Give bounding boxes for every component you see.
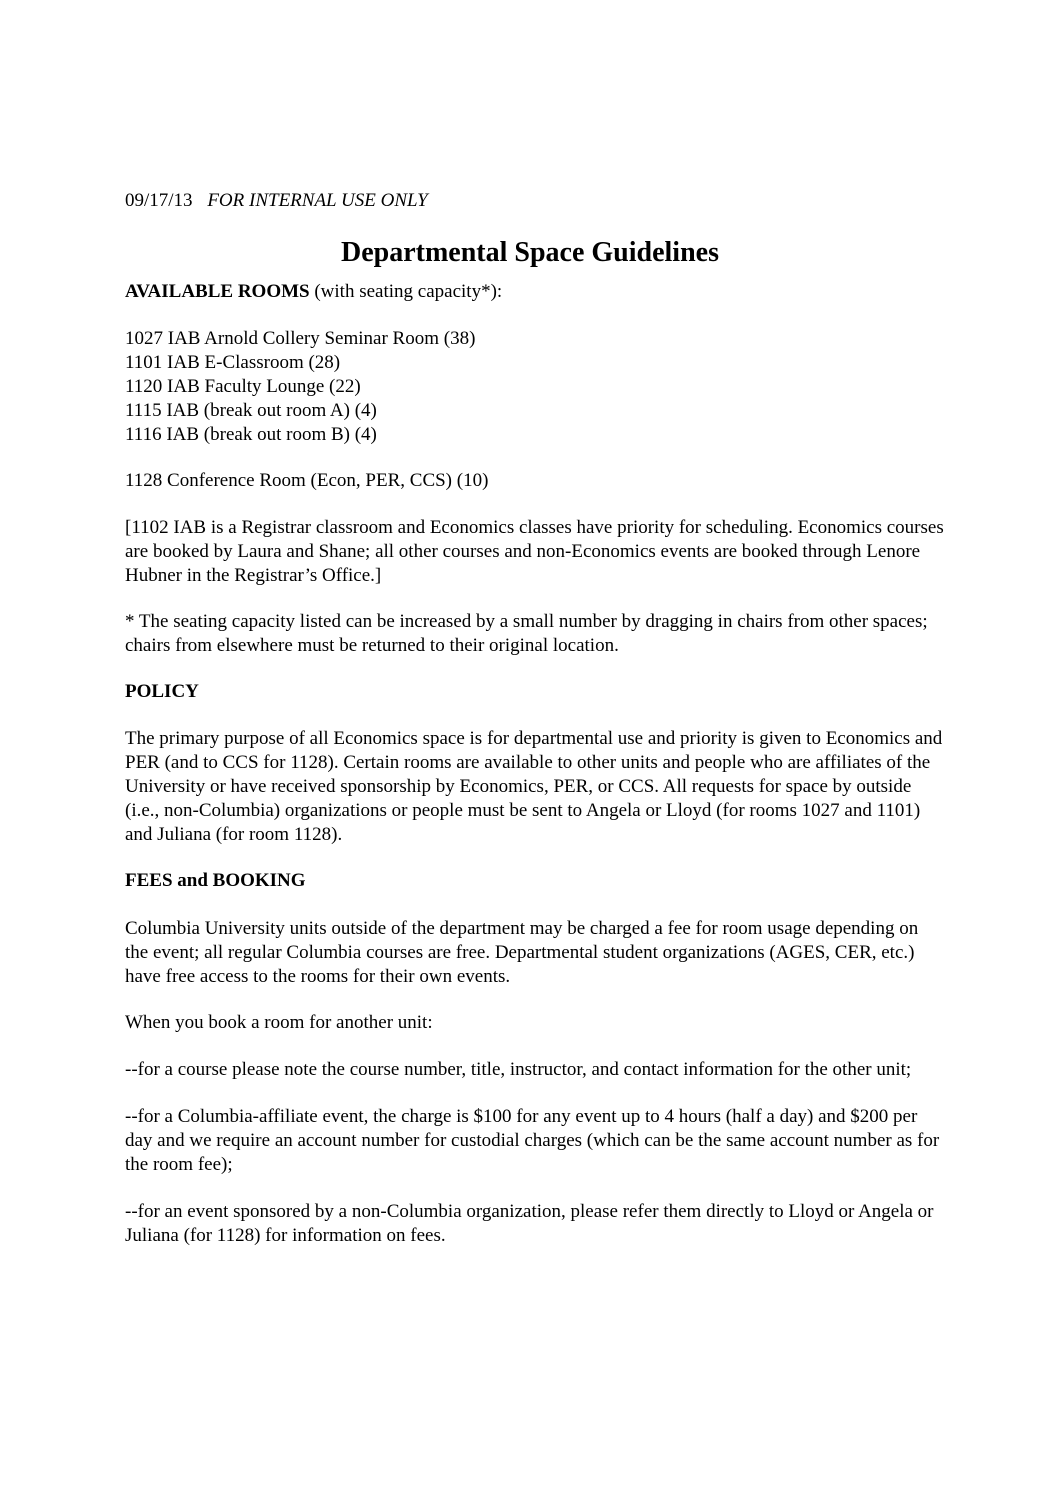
list-item-room: 1027 IAB Arnold Collery Seminar Room (38) xyxy=(125,328,476,349)
list-item-booking-rule: --for a Columbia-affiliate event, the charge is $100 for any event up to 4 hours (half a day) and $200 per day and we require an account number for custodial charges (which can be the same account number as for the room fee); xyxy=(125,1106,940,1175)
document-body xyxy=(125,189,945,1248)
conference-room-line: 1128 Conference Room (Econ, PER, CCS) (10) xyxy=(125,470,489,491)
booking-intro: When you book a room for another unit: xyxy=(125,1012,433,1033)
policy-heading-label: POLICY xyxy=(125,681,199,702)
document-date: 09/17/13 xyxy=(125,190,193,211)
list-item-room: 1116 IAB (break out room B) (4) xyxy=(125,424,377,445)
internal-use-note: FOR INTERNAL USE ONLY xyxy=(207,190,428,211)
fees-text: Columbia University units outside of the department may be charged a fee for room usage depending on the event; all regular Columbia courses are free. Departmental student organizations (AGES, CER, etc.) have free access to the rooms for their own events. xyxy=(125,918,919,987)
available-rooms-heading-label: AVAILABLE ROOMS xyxy=(125,281,310,302)
room-list xyxy=(125,327,945,447)
available-rooms-heading xyxy=(125,280,945,304)
capacity-footnote: * The seating capacity listed can be increased by a small number by dragging in chairs from other spaces; chairs from elsewhere must be returned to their original location. xyxy=(125,611,928,656)
policy-text: The primary purpose of all Economics space is for departmental use and priority is given to Economics and PER (and to CCS for 1128). Certain rooms are available to other units and people who are affiliates of the University or have received sponsorship by Economics, PER, or CCS. All requests for space by outside (i.e., non-Columbia) organizations or people must be sent to Angela or Lloyd (for rooms 1027 and 1101) and Juliana (for room 1128). xyxy=(125,728,943,845)
fees-booking-heading-label: FEES and BOOKING xyxy=(125,870,306,891)
list-item-booking-rule: --for a course please note the course number, title, instructor, and contact information for the other unit; xyxy=(125,1059,912,1080)
list-item-room: 1115 IAB (break out room A) (4) xyxy=(125,400,377,421)
header-line xyxy=(125,189,945,213)
policy-heading xyxy=(125,680,945,704)
list-item-booking-rule: --for an event sponsored by a non-Columbia organization, please refer them directly to Lloyd or Angela or Juliana (for 1128) for information on fees. xyxy=(125,1201,934,1246)
list-item-room: 1120 IAB Faculty Lounge (22) xyxy=(125,376,361,397)
registrar-note: [1102 IAB is a Registrar classroom and Economics classes have priority for scheduling. Economics courses are booked by Laura and Shane; all other courses and non-Economics events are booked through Lenore Hubner in the Registrar’s Office.] xyxy=(125,517,944,586)
fees-booking-heading xyxy=(125,869,945,893)
list-item-room: 1101 IAB E-Classroom (28) xyxy=(125,352,341,373)
page-title: Departmental Space Guidelines xyxy=(341,237,719,268)
available-rooms-heading-suffix: (with seating capacity*): xyxy=(309,281,503,302)
